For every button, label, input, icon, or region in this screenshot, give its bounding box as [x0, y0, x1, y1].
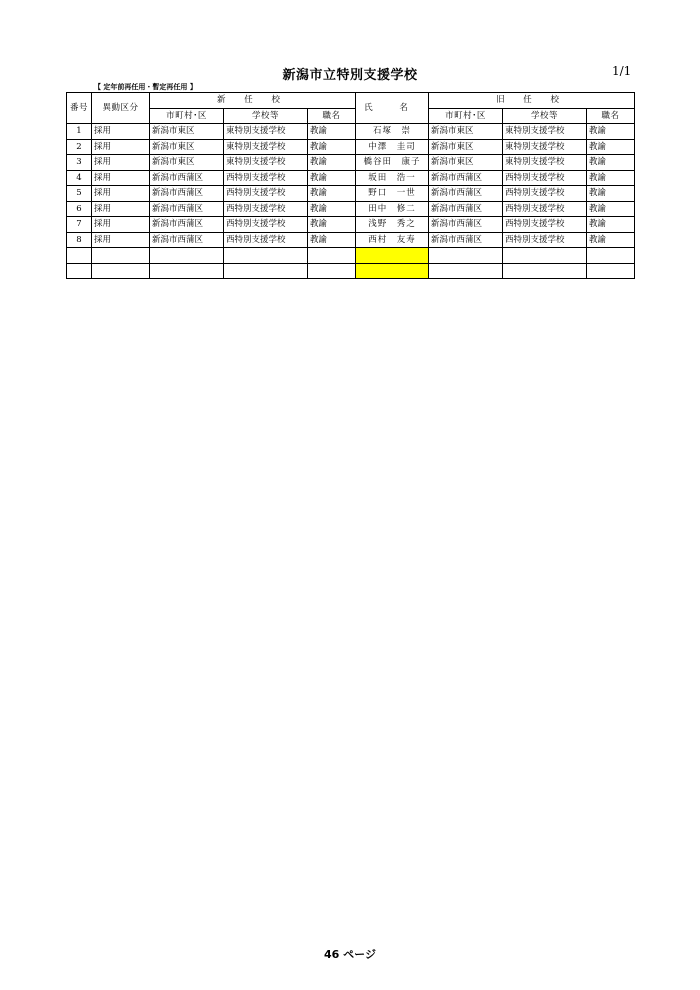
cell-new-school: 東特別支援学校 [224, 139, 308, 155]
header-type: 異動区分 [92, 93, 150, 124]
table-row [67, 139, 635, 155]
cell-no: 3 [67, 155, 92, 171]
cell-type: 採用 [92, 139, 150, 155]
cell-new-school: 西特別支援学校 [224, 201, 308, 217]
cell-old-school: 西特別支援学校 [503, 232, 587, 248]
cell-new-city: 新潟市西蒲区 [150, 217, 224, 233]
cell-type: 採用 [92, 124, 150, 140]
cell-new-city: 新潟市西蒲区 [150, 201, 224, 217]
document-title: 新潟市立特別支援学校 [282, 68, 418, 83]
table-row [67, 263, 635, 279]
cell-no: 6 [67, 201, 92, 217]
cell-type: 採用 [92, 186, 150, 202]
cell-new-school: 東特別支援学校 [224, 155, 308, 171]
cell-old-position: 教諭 [587, 232, 635, 248]
cell-old-city: 新潟市西蒲区 [429, 170, 503, 186]
cell-old-school [503, 248, 587, 264]
cell-old-school: 西特別支援学校 [503, 201, 587, 217]
category-label: 【 定年前再任用・暫定再任用 】 [94, 83, 197, 91]
header-new-city: 市町村･区 [150, 108, 224, 124]
header-old-school-group: 旧 任 校 [429, 93, 635, 109]
cell-new-city: 新潟市東区 [150, 155, 224, 171]
cell-old-position: 教諭 [587, 170, 635, 186]
table-row [67, 248, 635, 264]
header-row-1 [67, 93, 635, 109]
cell-new-city [150, 263, 224, 279]
header-old-school: 学校等 [503, 108, 587, 124]
table-row [67, 232, 635, 248]
cell-new-city: 新潟市西蒲区 [150, 232, 224, 248]
cell-old-school: 西特別支援学校 [503, 186, 587, 202]
table-row [67, 201, 635, 217]
table-row [67, 186, 635, 202]
cell-new-school [224, 248, 308, 264]
cell-new-position [308, 263, 356, 279]
header-name: 氏 名 [356, 93, 429, 124]
cell-new-school: 西特別支援学校 [224, 217, 308, 233]
cell-new-city [150, 248, 224, 264]
cell-type [92, 248, 150, 264]
cell-new-position [308, 248, 356, 264]
cell-no: 5 [67, 186, 92, 202]
cell-name [356, 248, 429, 264]
header-new-school-group: 新 任 校 [150, 93, 356, 109]
cell-new-city: 新潟市東区 [150, 124, 224, 140]
cell-type: 採用 [92, 232, 150, 248]
cell-new-position: 教諭 [308, 139, 356, 155]
cell-old-school: 東特別支援学校 [503, 139, 587, 155]
cell-type: 採用 [92, 201, 150, 217]
cell-new-position: 教諭 [308, 170, 356, 186]
cell-old-city: 新潟市西蒲区 [429, 217, 503, 233]
cell-new-position: 教諭 [308, 201, 356, 217]
cell-name: 中澤 圭司 [356, 139, 429, 155]
cell-old-school: 東特別支援学校 [503, 124, 587, 140]
cell-type: 採用 [92, 170, 150, 186]
cell-old-position: 教諭 [587, 124, 635, 140]
cell-old-city: 新潟市東区 [429, 139, 503, 155]
cell-old-school: 東特別支援学校 [503, 155, 587, 171]
cell-new-school: 西特別支援学校 [224, 232, 308, 248]
cell-new-position: 教諭 [308, 232, 356, 248]
header-old-city: 市町村･区 [429, 108, 503, 124]
page-count: 1/1 [612, 64, 632, 78]
cell-name [356, 263, 429, 279]
header-no: 番号 [67, 93, 92, 124]
cell-old-school: 西特別支援学校 [503, 170, 587, 186]
cell-new-school: 西特別支援学校 [224, 186, 308, 202]
table-row [67, 155, 635, 171]
cell-old-school [503, 263, 587, 279]
cell-name: 西村 友寿 [356, 232, 429, 248]
cell-old-city: 新潟市西蒲区 [429, 201, 503, 217]
cell-new-position: 教諭 [308, 186, 356, 202]
cell-no: 4 [67, 170, 92, 186]
table-row [67, 170, 635, 186]
cell-type: 採用 [92, 155, 150, 171]
cell-old-position: 教諭 [587, 155, 635, 171]
cell-no: 7 [67, 217, 92, 233]
cell-name: 野口 一世 [356, 186, 429, 202]
cell-old-city: 新潟市西蒲区 [429, 232, 503, 248]
cell-old-city [429, 263, 503, 279]
table-body [67, 124, 635, 279]
cell-new-city: 新潟市西蒲区 [150, 170, 224, 186]
header-old-position: 職名 [587, 108, 635, 124]
cell-new-school: 東特別支援学校 [224, 124, 308, 140]
cell-name: 坂田 浩一 [356, 170, 429, 186]
cell-old-position: 教諭 [587, 186, 635, 202]
header-row-2 [67, 108, 635, 124]
cell-name: 石塚 崇 [356, 124, 429, 140]
cell-type: 採用 [92, 217, 150, 233]
cell-name: 浅野 秀之 [356, 217, 429, 233]
cell-old-position: 教諭 [587, 201, 635, 217]
cell-new-position: 教諭 [308, 155, 356, 171]
cell-new-school [224, 263, 308, 279]
cell-new-city: 新潟市東区 [150, 139, 224, 155]
cell-old-city: 新潟市東区 [429, 124, 503, 140]
cell-name: 橋谷田 康子 [356, 155, 429, 171]
cell-old-position [587, 248, 635, 264]
cell-old-city: 新潟市西蒲区 [429, 186, 503, 202]
page-footer: 46 ページ [324, 948, 376, 961]
header-new-position: 職名 [308, 108, 356, 124]
cell-no [67, 263, 92, 279]
cell-no: 2 [67, 139, 92, 155]
cell-new-city: 新潟市西蒲区 [150, 186, 224, 202]
cell-old-position: 教諭 [587, 139, 635, 155]
cell-type [92, 263, 150, 279]
cell-no [67, 248, 92, 264]
cell-old-school: 西特別支援学校 [503, 217, 587, 233]
table-row [67, 124, 635, 140]
personnel-table [66, 92, 635, 279]
cell-new-position: 教諭 [308, 217, 356, 233]
cell-old-city: 新潟市東区 [429, 155, 503, 171]
cell-no: 8 [67, 232, 92, 248]
cell-old-position [587, 263, 635, 279]
cell-no: 1 [67, 124, 92, 140]
header-new-school: 学校等 [224, 108, 308, 124]
cell-old-city [429, 248, 503, 264]
cell-old-position: 教諭 [587, 217, 635, 233]
cell-new-position: 教諭 [308, 124, 356, 140]
table-row [67, 217, 635, 233]
cell-new-school: 西特別支援学校 [224, 170, 308, 186]
cell-name: 田中 修二 [356, 201, 429, 217]
